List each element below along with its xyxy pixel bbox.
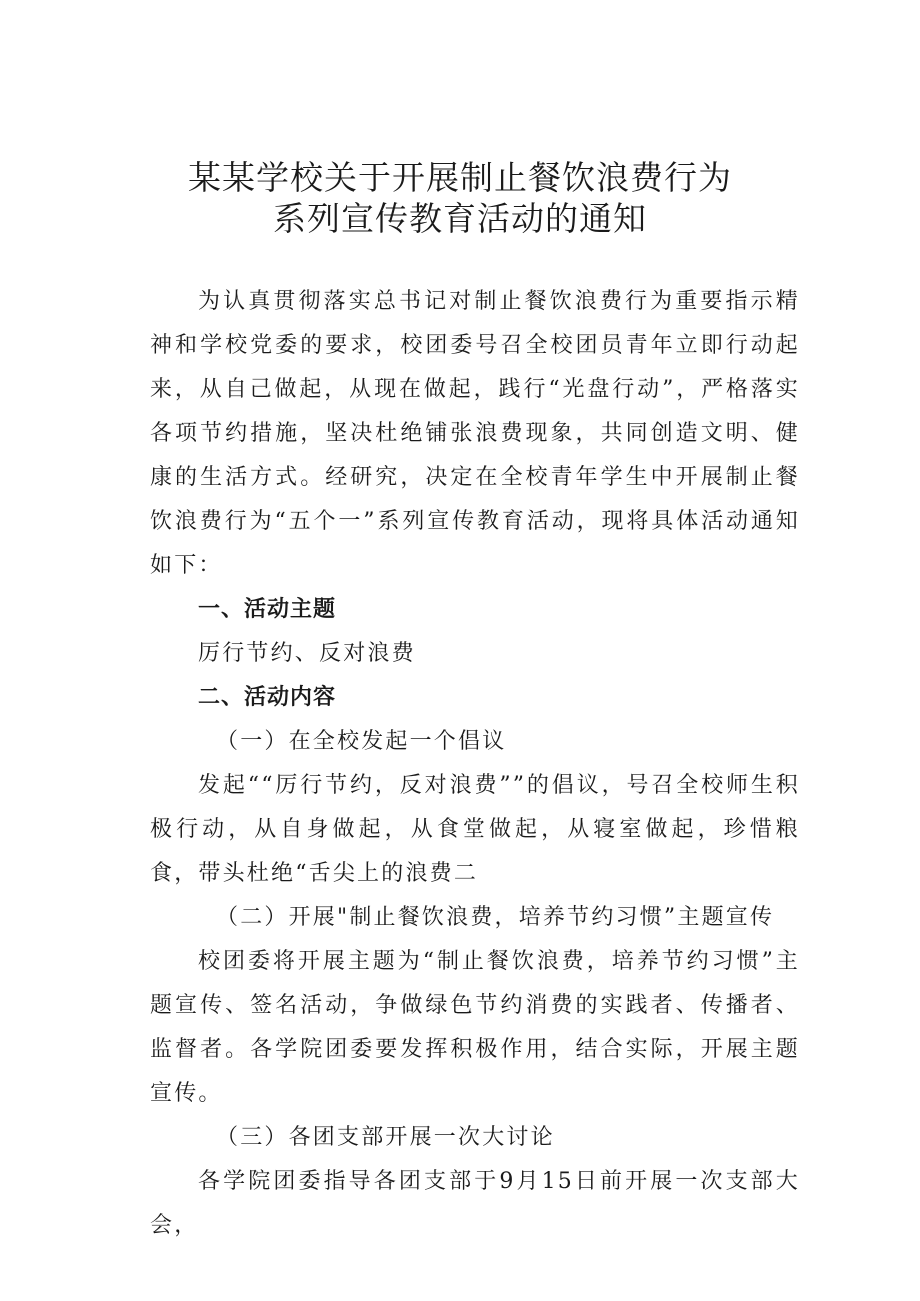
- subsection-text-1: 发起““厉行节约，反对浪费””的倡议，号召全校师生积极行动，从自身做起，从食堂做起，从寝室做起，珍惜粮食，带头杜绝“舌尖上的浪费二: [150, 773, 800, 886]
- intro-paragraph: 为认真贯彻落实总书记对制止餐饮浪费行为重要指示精神和学校党委的要求，校团委号召全校团员青年立即行动起来，从自己做起，从现在做起，践行“光盘行动”，严格落实各项节约措施，坚决杜绝铺张浪费现象，共同创造文明、健康的生活方式。经研究，决定在全校青年学生中开展制止餐饮浪费行为“五个一”系列宣传教育活动，现将具体活动通知如下：: [150, 289, 800, 578]
- subsection-heading-2: （二）开展"制止餐饮浪费，培养节约习惯”主题宣传: [216, 905, 775, 930]
- section-heading-content: 二、活动内容: [198, 685, 337, 710]
- section-theme-content: 厉行节约、反对浪费: [198, 641, 416, 666]
- subsection-text-3: 各学院团委指导各团支部于9月15日前开展一次支部大会，: [150, 1169, 800, 1238]
- section-heading-theme: 一、活动主题: [198, 597, 337, 622]
- subsection-text-2: 校团委将开展主题为“制止餐饮浪费，培养节约习惯”主题宣传、签名活动，争做绿色节约消费的实践者、传播者、监督者。各学院团委要发挥积极作用，结合实际，开展主题宣传。: [150, 949, 800, 1106]
- document-body: [150, 280, 800, 1248]
- subsection-heading-1: （一）在全校发起一个倡议: [216, 729, 507, 754]
- document-title-line2: 系列宣传教育活动的通知: [273, 199, 647, 238]
- subsection-heading-3: （三）各团支部开展一次大讨论: [216, 1125, 555, 1150]
- document-title-line1: 某某学校关于开展制止餐饮浪费行为: [188, 158, 732, 197]
